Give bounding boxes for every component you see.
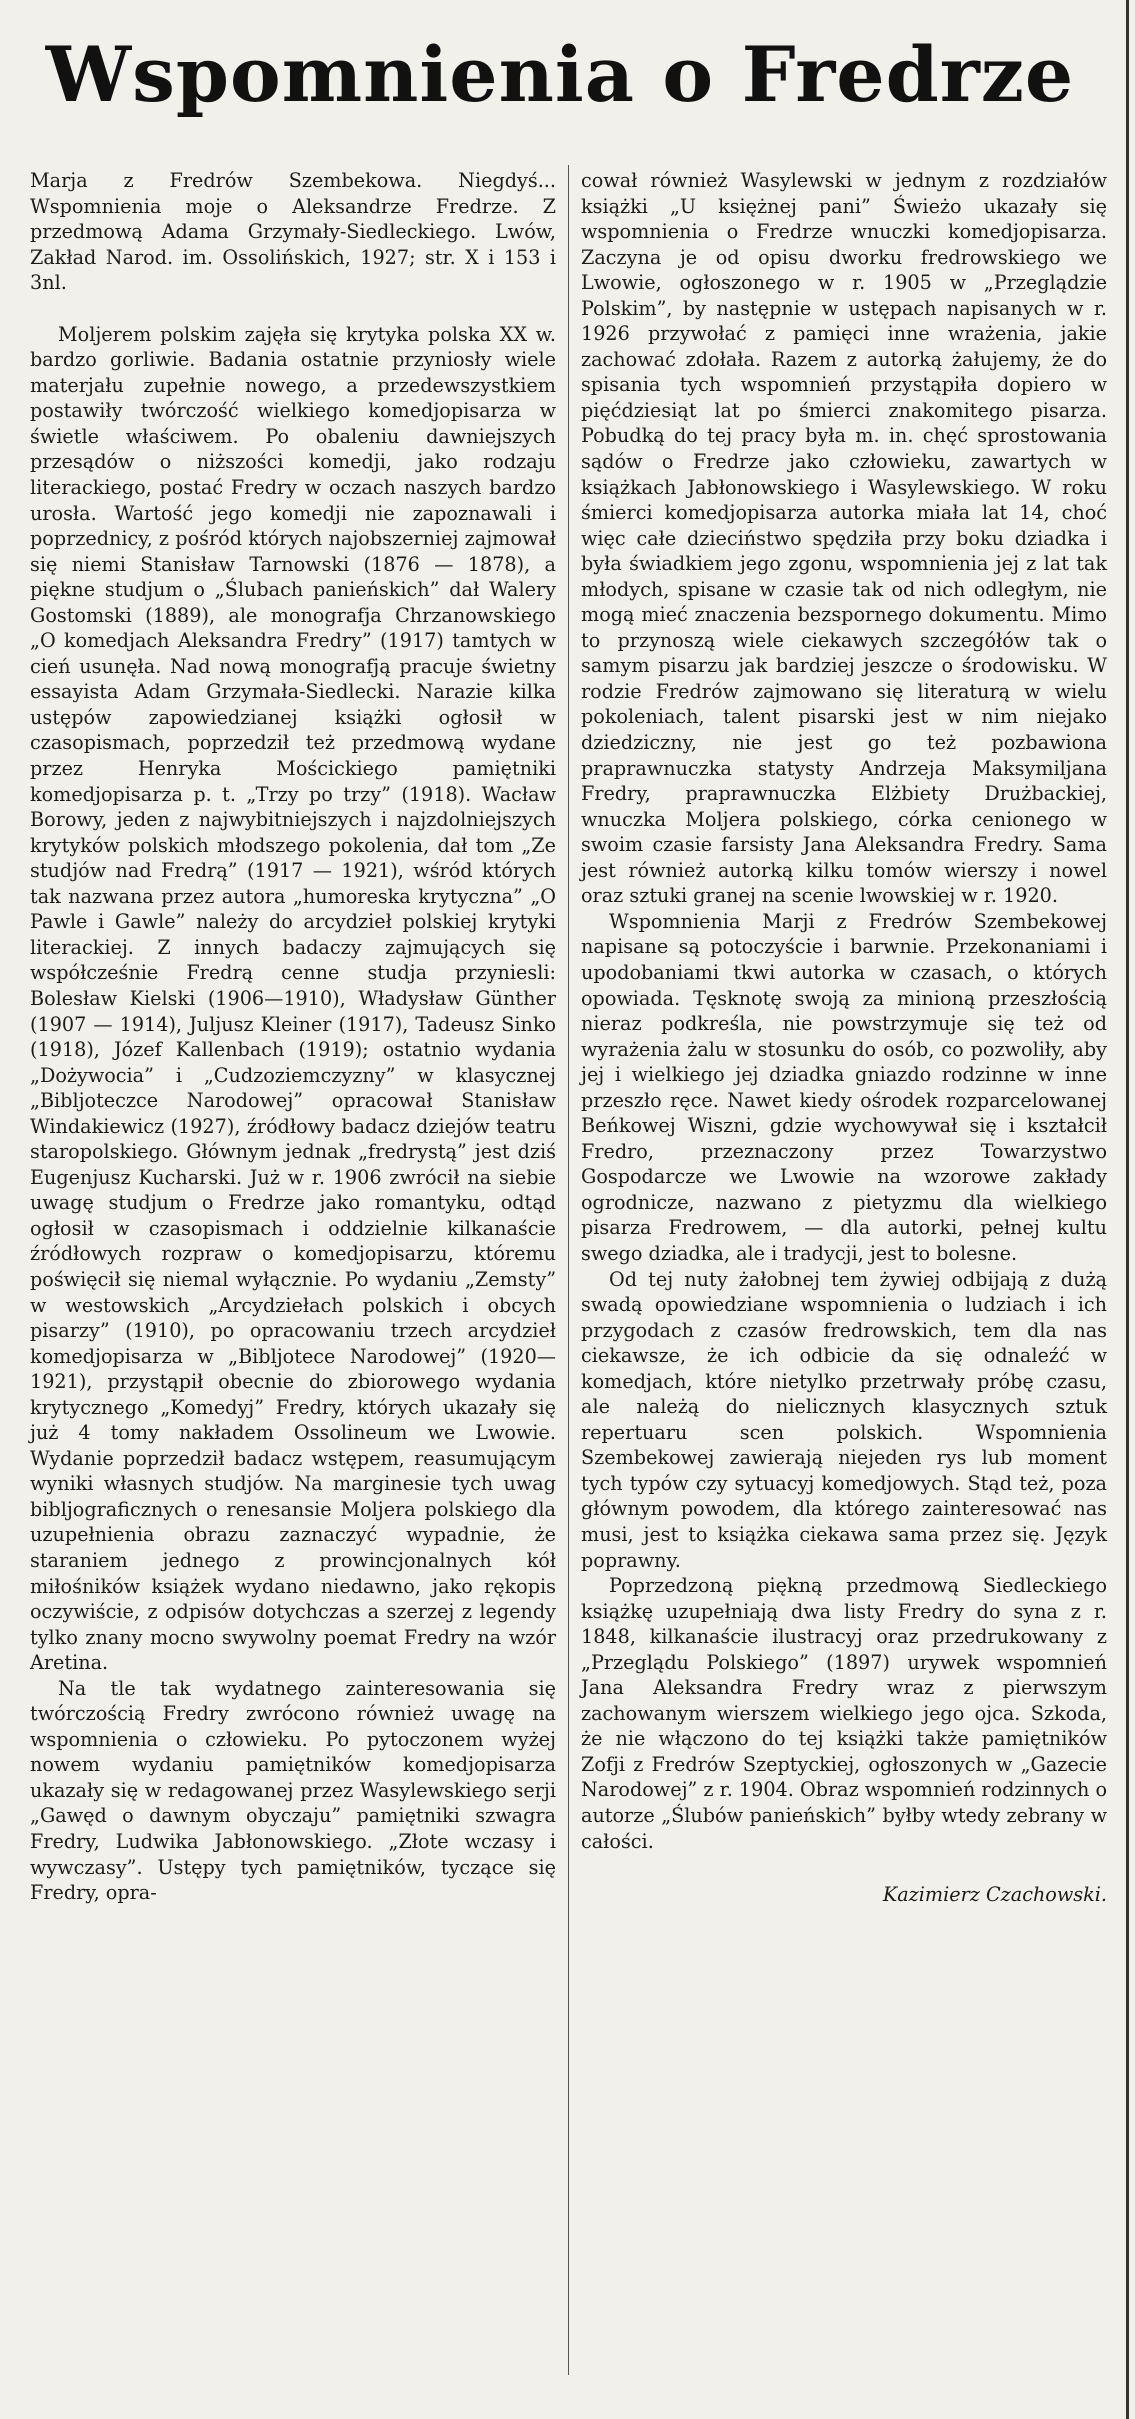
paragraph-5: Poprzedzoną piękną przedmową Siedleckiego książkę uzupełniają dwa listy Fredry do syna z r. 1848, kilkanaście ilustracyj oraz przedrukowany z „Przeglądu Polskiego” (1897) urywek wspomnień Jana Aleksandra Fredry wraz z pierwszym zachowanym wierszem wielkiego jego ojca. Szkoda, że nie włączono do tej książki także pamiętników Zofji z Fredrów Szeptyckiej, ogłoszonych w „Gazecie Narodowej” z r. 1904. Obraz wspomnień rodzinnych o autorze „Ślubów panieńskich” byłby wtedy zebrany w całości. [581, 1574, 1107, 1853]
column-divider [568, 165, 569, 2375]
paragraph-1: Moljerem polskim zajęła się krytyka polska XX w. bardzo gorliwie. Badania ostatnie przyniosły wiele materjału zupełnie nowego, a przedewszystkiem postawiły twórczość wielkiego komedjopisarza w świetle właściwem. Po obaleniu dawniejszych przesądów o niższości komedji, jako rodzaju literackiego, postać Fredry w oczach naszych bardzo urosła. Wartość jego komedji nie zapoznawali i poprzednicy, z pośród których najobszerniej zajmował się niemi Stanisław Tarnowski (1876 — 1878), a piękne studjum o „Ślubach panieńskich” dał Walery Gostomski (1889), ale monografja Chrzanowskiego „O komedjach Aleksandra Fredry” (1917) tamtych w cień usunęła. Nad nową monografją pracuje świetny essayista Adam Grzymała-Siedlecki. Narazie kilka ustępów zapowiedzianej książki ogłosił w czasopismach, poprzedził też przedmową wydane przez Henryka Mościckiego pamiętniki komedjopisarza p. t. „Trzy po trzy” (1918). Wacław Borowy, jeden z najwybitniejszych i najzdolniejszych krytyków polskich młodszego pokolenia, dał tom „Ze studjów nad Fredrą” (1917 — 1921), wśród których tak nazwana przez autora „humoreska krytyczna” „O Pawle i Gawle” należy do arcydzieł polskiej krytyki literackiej. Z innych badaczy zajmujących się współcześnie Fredrą cenne studja przyniesli: Bolesław Kielski (1906—1910), Władysław Günther (1907 — 1914), Juljusz Kleiner (1917), Tadeusz Sinko (1918), Józef Kallenbach (1919); ostatnio wydania „Dożywocia” i „Cudzoziemczyzny” w klasycznej „Bibljoteczce Narodowej” opracował Stanisław Windakiewicz (1927), źródłowy badacz dziejów teatru staropolskiego. Głównym jednak „fredrystą” jest dziś Eugenjusz Kucharski. Już w r. 1906 zwrócił na siebie uwagę studjum o Fredrze jako romantyku, odtąd ogłosił w czasopismach i oddzielnie kilkanaście źródłowych rozpraw o komedjopisarzu, któremu poświęcił się niemal wyłącznie. Po wydaniu „Zemsty” w westowskich „Arcydziełach polskich i obcych pisarzy” (1910), po opracowaniu trzech arcydzieł komedjopisarza w „Bibljotece Narodowej” (1920—1921), przystąpił obecnie do zbiorowego wydania krytycznego „Komedyj” Fredry, których ukazały się już 4 tomy nakładem Ossolineum we Lwowie. Wydanie poprzedził badacz wstępem, reasumującym wyniki własnych studjów. Na marginesie tych uwag bibljograficznych o renesansie Moljera polskiego dla uzupełnienia obrazu zaznaczyć wypadnie, że staraniem jednego z prowincjonalnych kół miłośników książek wydano niedawno, jako rękopis oczywiście, z odpisów dotychczas a szerzej z legendy tylko znany mocno swywolny poemat Fredry na wzór Aretina. [30, 322, 556, 1675]
author-signature: Kazimierz Czachowski. [882, 1883, 1107, 1907]
bibliography-text: Marja z Fredrów Szembekowa. Niegdyś... Wspomnienia moje o Aleksandrze Fredrze. Z przedmową Adama Grzymały-Siedleckiego. Lwów, Zakład Narod. im. Ossolińskich, 1927; str. X i 153 i 3nl. [30, 169, 556, 295]
paragraph-4: Od tej nuty żałobnej tem żywiej odbijają z dużą swadą opowiedziane wspomnienia o ludziach i ich przygodach z czasów fredrowskich, tem dla nas ciekawsze, że ich odbicie da się odnaleźć w komedjach, które nietylko przetrwały próbę czasu, ale należą do nielicznych klasycznych sztuk repertuaru scen polskich. Wspomnienia Szembekowej zawierają niejeden rys lub moment tych typów czy sytuacyj komedjowych. Stąd też, poza głównym powodem, dla którego zainteresować nas musi, jest to książka ciekawa sama przez się. Język poprawny. [581, 1267, 1107, 1572]
article-title: Wspomnienia o Fredrze [45, 30, 1075, 119]
left-column [30, 168, 556, 1906]
paragraph-3: Wspomnienia Marji z Fredrów Szembekowej napisane są potoczyście i barwnie. Przekonaniami i upodobaniami tkwi autorka w czasach, o których opowiada. Tęsknotę swoją za minioną przeszłością nieraz podkreśla, nie powstrzymuje się też od wyrażenia żalu w stosunku do osób, co pozwoliły, aby jej i wielkiego jej dziadka gniazdo rodzinne w inne przeszło ręce. Nawet kiedy ośrodek rozparcelowanej Beńkowej Wiszni, gdzie wychowywał się i kształcił Fredro, przeznaczony przez Towarzystwo Gospodarcze we Lwowie na wzorowe zakłady ogrodnicze, nazwano z pietyzmu dla wielkiego pisarza Fredrowem, — dla autorki, pełnej kultu swego dziadka, ale i tradycji, jest to bolesne. [581, 909, 1107, 1265]
right-column [581, 168, 1107, 1908]
page-edge-line [1126, 0, 1129, 2419]
bibliography-note [30, 168, 556, 296]
paragraph-2-head: Na tle tak wydatnego zainteresowania się twórczością Fredry zwrócono również uwagę na wspomnienia o człowieku. Po pytoczonem wyżej nowem wydaniu pamiętników komedjopisarza ukazały się w redagowanej przez Wasylewskiego serji „Gawęd o dawnym obyczaju” pamiętniki szwagra Fredry, Ludwika Jabłonowskiego. „Złote wczasy i wywczasy”. Ustępy tych pamiętników, tyczące się Fredry, opra- [30, 1676, 556, 1905]
paragraph-2-tail: cował również Wasylewski w jednym z rozdziałów książki „U księżnej pani” Świeżo ukazały się wspomnienia o Fredrze wnuczki komedjopisarza. Zaczyna je od opisu dworku fredrowskiego we Lwowie, ogłoszonego w r. 1905 w „Przeglądzie Polskim”, by następnie w ustępach napisanych w r. 1926 przywołać z pamięci inne wrażenia, jakie zachować zdołała. Razem z autorką żałujemy, że do spisania tych wspomnień przystąpiła dopiero w pięćdziesiąt lat po śmierci znakomitego pisarza. Pobudką do tej pracy była m. in. chęć sprostowania sądów o Fredrze jako człowieku, zawartych w książkach Jabłonowskiego i Wasylewskiego. W roku śmierci komedjopisarza autorka miała lat 14, choć więc całe dzieciństwo spędziła przy boku dziadka i była świadkiem jego zgonu, wspomnienia jej z lat tak młodych, spisane w czasie tak od nich odległym, nie mogą mieć znaczenia bezspornego dokumentu. Mimo to przynoszą wiele ciekawych szczegółów tak o samym pisarzu jak bardziej jeszcze o środowisku. W rodzie Fredrów zajmowano się literaturą w wielu pokoleniach, talent pisarski jest w nim niejako dziedziczny, nie jest go też pozbawiona praprawnuczka statysty Andrzeja Maksymiljana Fredry, praprawnuczka Elżbiety Drużbackiej, wnuczka Moljera polskiego, córka cenionego w swoim czasie farsisty Jana Aleksandra Fredry. Sama jest również autorką kilku tomów wierszy i nowel oraz sztuki granej na scenie lwowskiej w r. 1920. [581, 169, 1107, 908]
